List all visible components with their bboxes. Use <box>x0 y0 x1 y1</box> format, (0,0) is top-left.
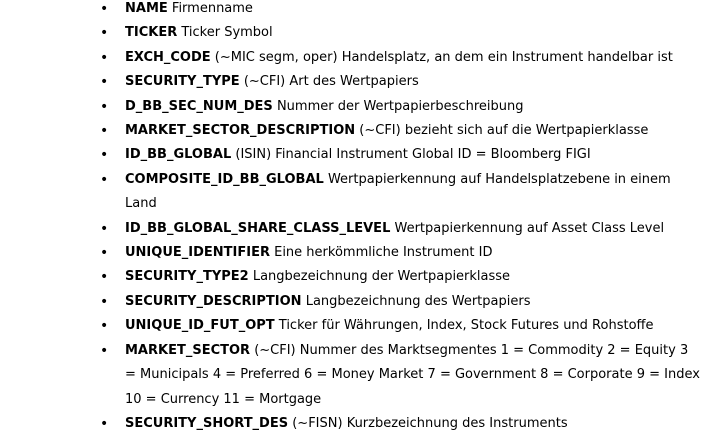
field-description: (~FISN) Kurzbezeichnung des Instruments <box>292 415 568 431</box>
field-description: Wertpapierkennung auf Handelsplatzebene in einem Land <box>125 171 671 212</box>
field-name: ID_BB_GLOBAL_SHARE_CLASS_LEVEL <box>125 220 391 236</box>
bullet-icon: • <box>100 147 109 164</box>
bullet-icon: • <box>100 49 109 66</box>
field-description: (~CFI) Nummer des Marktsegmentes 1 = Commodity 2 = Equity 3 = Municipals 4 = Preferred 6 = Money Market 7 = Government 8 = Corporate 9 = Index 10 = Currency 11 = Mortgage <box>125 342 700 407</box>
field-name: SECURITY_TYPE2 <box>125 269 249 285</box>
bullet-icon: • <box>100 171 109 188</box>
bullet-icon: • <box>100 269 109 286</box>
field-description: Eine herkömmliche Instrument ID <box>274 245 493 261</box>
field-description: Langbezeichnung des Wertpapiers <box>305 293 531 309</box>
bullet-icon: • <box>100 25 109 42</box>
field-name: ID_BB_GLOBAL <box>125 147 232 163</box>
list-item <box>0 21 700 45</box>
bullet-icon: • <box>100 123 109 140</box>
list-item <box>0 143 700 167</box>
field-description: Nummer der Wertpapierbeschreibung <box>276 98 524 114</box>
list-item <box>0 168 700 217</box>
field-name: TICKER <box>125 25 178 41</box>
field-name: MARKET_SECTOR_DESCRIPTION <box>125 123 356 139</box>
bullet-icon: • <box>100 293 109 310</box>
list-item <box>0 241 700 265</box>
field-description: Wertpapierkennung auf Asset Class Level <box>394 220 665 236</box>
bullet-icon: • <box>100 245 109 262</box>
bullet-icon: • <box>100 220 109 237</box>
list-item <box>0 70 700 94</box>
list-item <box>0 265 700 289</box>
field-name: EXCH_CODE <box>125 49 211 65</box>
list-item <box>0 217 700 241</box>
list-item <box>0 46 700 70</box>
list-item <box>0 95 700 119</box>
field-description: (~CFI) Art des Wertpapiers <box>243 74 419 90</box>
field-name: NAME <box>125 1 168 16</box>
bullet-icon: • <box>100 318 109 335</box>
list-item <box>0 119 700 143</box>
list-item <box>0 339 700 412</box>
field-description: (ISIN) Financial Instrument Global ID = Bloomberg FIGI <box>235 147 591 163</box>
field-description: (~CFI) bezieht sich auf die Wertpapierklasse <box>359 123 649 139</box>
field-description: Langbezeichnung der Wertpapierklasse <box>252 269 511 285</box>
list-item <box>0 0 700 21</box>
bullet-icon: • <box>100 342 109 359</box>
bullet-icon: • <box>100 98 109 115</box>
field-name: SECURITY_DESCRIPTION <box>125 293 302 309</box>
field-name: UNIQUE_IDENTIFIER <box>125 245 270 261</box>
field-description: (~MIC segm, oper) Handelsplatz, an dem ein Instrument handelbar ist <box>214 49 673 65</box>
list-item <box>0 290 700 314</box>
bullet-icon: • <box>100 415 109 432</box>
list-item <box>0 412 700 436</box>
field-description: Ticker für Währungen, Index, Stock Futures und Rohstoffe <box>278 318 654 334</box>
field-name: D_BB_SEC_NUM_DES <box>125 98 273 114</box>
bullet-icon: • <box>100 1 109 17</box>
field-description: Ticker Symbol <box>181 25 273 41</box>
list-item <box>0 314 700 338</box>
field-description: Firmenname <box>171 1 253 16</box>
bullet-icon: • <box>100 74 109 91</box>
field-name: MARKET_SECTOR <box>125 342 251 358</box>
field-name: COMPOSITE_ID_BB_GLOBAL <box>125 171 324 187</box>
field-name: SECURITY_TYPE <box>125 74 240 90</box>
field-name: SECURITY_SHORT_DES <box>125 415 289 431</box>
field-name: UNIQUE_ID_FUT_OPT <box>125 318 275 334</box>
